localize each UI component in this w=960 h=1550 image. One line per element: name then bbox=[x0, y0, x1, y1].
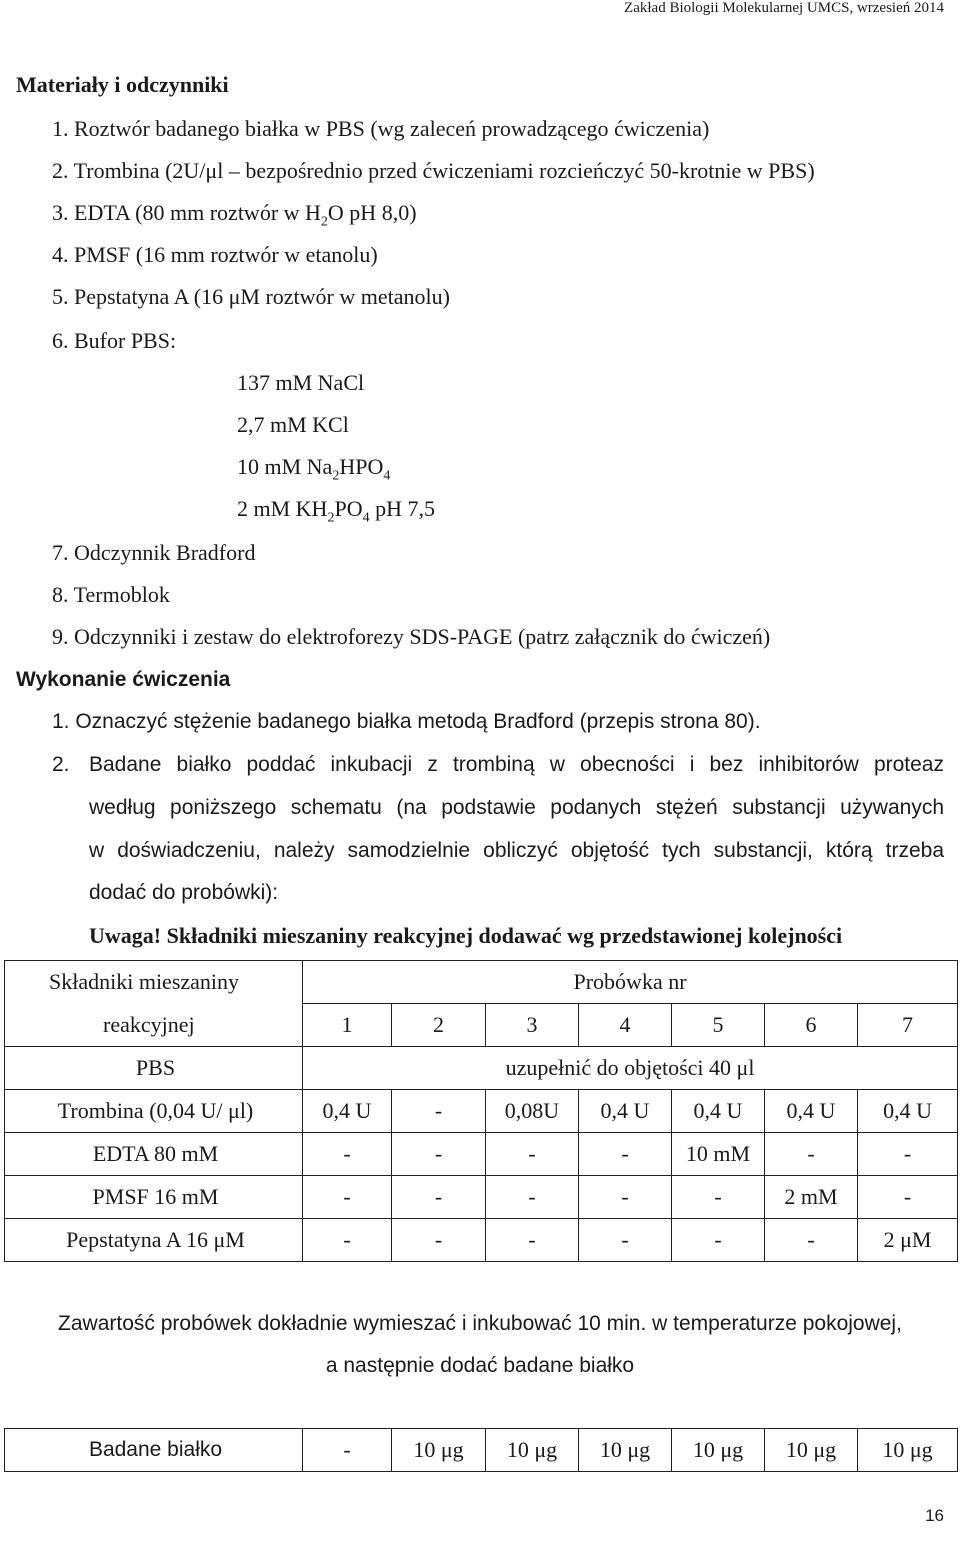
list-item: 6. Bufor PBS: bbox=[52, 328, 177, 353]
procedure-step-line: Badane białko poddać inkubacji z trombiną w obecności i bez inhibitorów proteaz bbox=[89, 753, 944, 776]
pbs-fill-cell: uzupełnić do objętości 40 μl bbox=[303, 1047, 958, 1090]
page-number: 16 bbox=[925, 1506, 944, 1525]
procedure-step-line: w doświadczeniu, należy samodzielnie obliczyć objętość tych substancji, którą trzeba bbox=[89, 839, 944, 862]
table-header-components-cont: reakcyjnej bbox=[5, 1004, 303, 1047]
table-cell: 0,4 U bbox=[672, 1090, 765, 1133]
table-cell: 0,4 U bbox=[579, 1090, 672, 1133]
procedure-step-number: 2. bbox=[52, 753, 70, 776]
tube-number: 2 bbox=[392, 1004, 486, 1047]
row-label: PMSF 16 mM bbox=[5, 1176, 303, 1219]
row-label: Badane białko bbox=[5, 1429, 303, 1472]
row-label: Trombina (0,04 U/ μl) bbox=[5, 1090, 303, 1133]
table-cell: - bbox=[579, 1133, 672, 1176]
table-cell: - bbox=[486, 1133, 579, 1176]
table-cell: - bbox=[392, 1176, 486, 1219]
table-cell: 10 μg bbox=[765, 1429, 858, 1472]
list-item: 9. Odczynniki i zestaw do elektroforezy SDS-PAGE (patrz załącznik do ćwiczeń) bbox=[52, 624, 771, 649]
warning-note: Uwaga! Składniki mieszaniny reakcyjnej dodawać wg przedstawionej kolejności bbox=[89, 923, 843, 948]
table-cell: - bbox=[858, 1176, 958, 1219]
table-cell: - bbox=[392, 1090, 486, 1133]
table-cell: - bbox=[303, 1176, 392, 1219]
table-cell: - bbox=[765, 1133, 858, 1176]
list-item: 5. Pepstatyna A (16 μM roztwór w metanolu) bbox=[52, 284, 450, 309]
procedure-step-line: dodać do probówki): bbox=[89, 881, 279, 904]
table-cell: 10 μg bbox=[672, 1429, 765, 1472]
instruction-line: Zawartość probówek dokładnie wymieszać i inkubować 10 min. w temperaturze pokojowej, bbox=[58, 1312, 902, 1335]
table-row bbox=[5, 1176, 958, 1219]
table-cell: 10 μg bbox=[858, 1429, 958, 1472]
pbs-component: 2,7 mM KCl bbox=[237, 412, 349, 437]
list-item: 8. Termoblok bbox=[52, 582, 170, 607]
table-row bbox=[5, 1090, 958, 1133]
reaction-table bbox=[4, 960, 958, 1262]
table-cell: - bbox=[303, 1429, 392, 1472]
table-cell: 10 μg bbox=[392, 1429, 486, 1472]
table-cell: - bbox=[579, 1176, 672, 1219]
table-cell: - bbox=[672, 1219, 765, 1262]
table-cell: 2 mM bbox=[765, 1176, 858, 1219]
page-header: Zakład Biologii Molekularnej UMCS, wrzesień 2014 bbox=[624, 0, 944, 16]
table-cell: - bbox=[303, 1133, 392, 1176]
list-item: 4. PMSF (16 mm roztwór w etanolu) bbox=[52, 242, 378, 267]
tube-number: 1 bbox=[303, 1004, 392, 1047]
tube-number: 6 bbox=[765, 1004, 858, 1047]
table-cell: - bbox=[672, 1176, 765, 1219]
table-row bbox=[5, 1219, 958, 1262]
list-item: 1. Roztwór badanego białka w PBS (wg zaleceń prowadzącego ćwiczenia) bbox=[52, 116, 710, 141]
table-cell: 10 μg bbox=[486, 1429, 579, 1472]
table-cell: - bbox=[579, 1219, 672, 1262]
table-cell: - bbox=[392, 1219, 486, 1262]
pbs-component: 137 mM NaCl bbox=[237, 370, 365, 395]
table-cell: 0,4 U bbox=[858, 1090, 958, 1133]
list-item: 7. Odczynnik Bradford bbox=[52, 540, 256, 565]
list-item: 3. EDTA (80 mm roztwór w $H_2O$ pH 8,0) bbox=[52, 200, 417, 230]
section-title-materials: Materiały i odczynniki bbox=[16, 72, 229, 97]
table-cell: 2 μM bbox=[858, 1219, 958, 1262]
section-title-procedure: Wykonanie ćwiczenia bbox=[16, 668, 231, 691]
table-cell: - bbox=[392, 1133, 486, 1176]
pbs-component: 10 mM $Na_2HPO_4$ bbox=[237, 454, 391, 484]
table-row bbox=[5, 1429, 958, 1472]
table-cell: 0,4 U bbox=[765, 1090, 858, 1133]
tube-number: 4 bbox=[579, 1004, 672, 1047]
table-cell: - bbox=[303, 1219, 392, 1262]
table-cell: - bbox=[765, 1219, 858, 1262]
tube-number: 3 bbox=[486, 1004, 579, 1047]
table-cell: 10 mM bbox=[672, 1133, 765, 1176]
table-cell: - bbox=[486, 1219, 579, 1262]
procedure-step-line: według poniższego schematu (na podstawie podanych stężeń substancji używanych bbox=[89, 796, 944, 819]
row-label: PBS bbox=[5, 1047, 303, 1090]
table-header-components: Składniki mieszaniny bbox=[5, 961, 303, 1004]
table-cell: - bbox=[486, 1176, 579, 1219]
pbs-component: 2 mM $KH_2PO_4$ pH 7,5 bbox=[237, 496, 435, 526]
tube-number: 5 bbox=[672, 1004, 765, 1047]
tube-number: 7 bbox=[858, 1004, 958, 1047]
list-item: 2. Trombina (2U/μl – bezpośrednio przed ćwiczeniami rozcieńczyć 50-krotnie w PBS) bbox=[52, 158, 815, 183]
row-label: EDTA 80 mM bbox=[5, 1133, 303, 1176]
table-cell: 0,08U bbox=[486, 1090, 579, 1133]
table-cell: 0,4 U bbox=[303, 1090, 392, 1133]
instruction-line: a następnie dodać badane białko bbox=[325, 1354, 635, 1377]
table-cell: 10 μg bbox=[579, 1429, 672, 1472]
table-cell: - bbox=[858, 1133, 958, 1176]
row-label: Pepstatyna A 16 μM bbox=[5, 1219, 303, 1262]
procedure-step: 1. Oznaczyć stężenie badanego białka metodą Bradford (przepis strona 80). bbox=[52, 710, 761, 733]
table-header-tube: Probówka nr bbox=[303, 961, 958, 1004]
protein-table bbox=[4, 1428, 958, 1472]
table-row bbox=[5, 1133, 958, 1176]
